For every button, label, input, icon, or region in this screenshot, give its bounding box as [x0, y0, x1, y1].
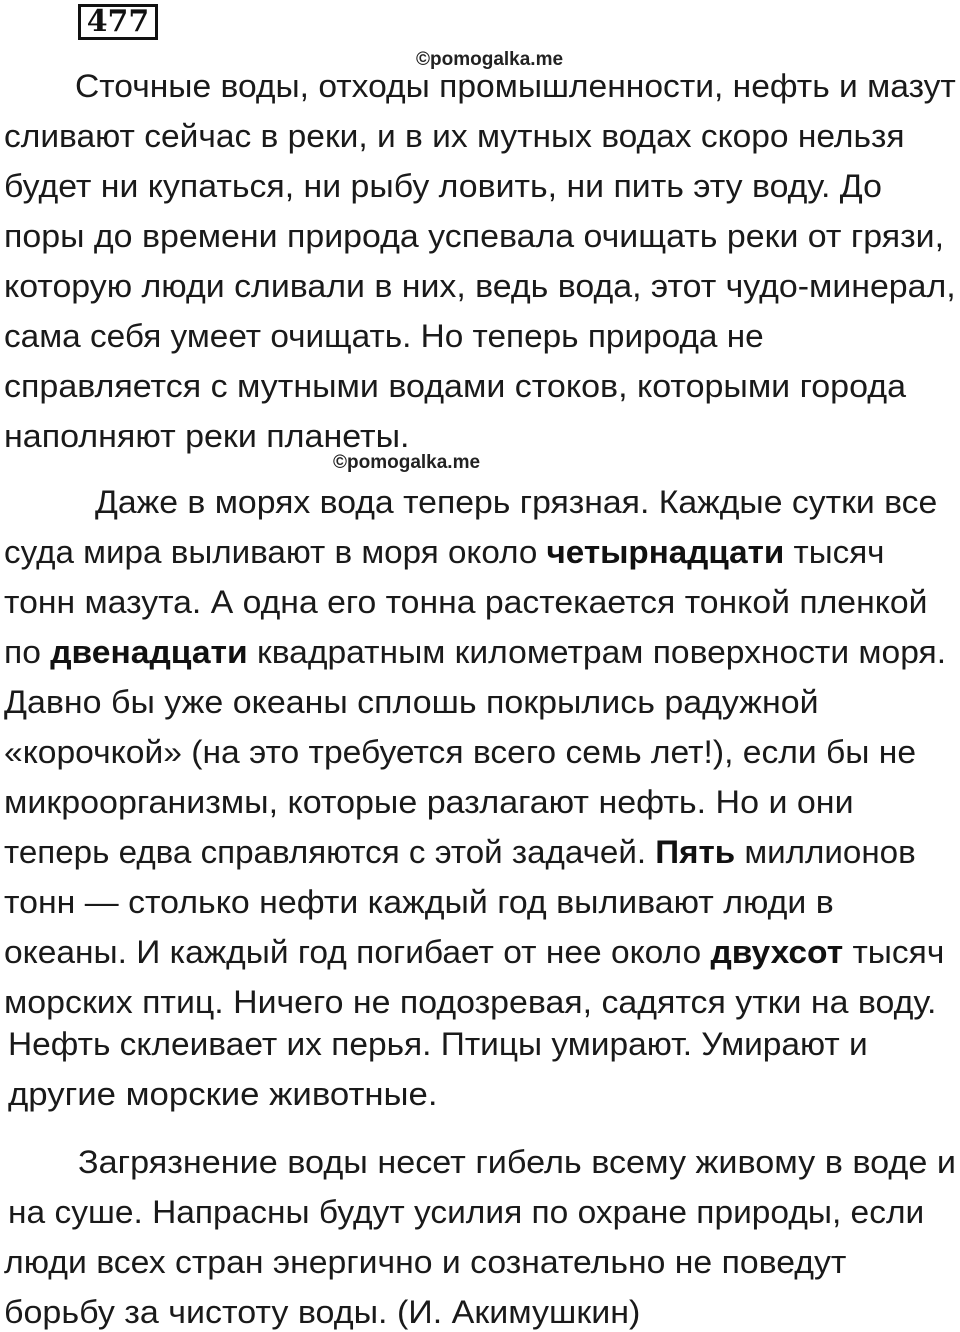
text-line: океаны. И каждый год погибает от нее около двухсот тысяч: [4, 934, 945, 970]
text-line: на суше. Напрасны будут усилия по охране природы, если: [8, 1194, 925, 1230]
text-line: Сточные воды, отходы промышленности, нефть и мазут: [75, 68, 956, 104]
text-line: сливают сейчас в реки, и в их мутных водах скоро нельзя: [4, 118, 905, 154]
text-line: сама себя умеет очищать. Но теперь природа не: [4, 318, 764, 354]
watermark: ©pomogalka.me: [416, 49, 564, 70]
bold-numeral: двухсот: [710, 934, 844, 970]
text-line: будет ни купаться, ни рыбу ловить, ни пить эту воду. До: [4, 168, 882, 204]
text-line: справляется с мутными водами стоков, которыми города: [4, 368, 906, 404]
text-line: суда мира выливают в моря около четырнадцати тысяч: [4, 534, 885, 570]
text-line: поры до времени природа успевала очищать реки от грязи,: [4, 218, 945, 254]
text-line: теперь едва справляются с этой задачей. Пять миллионов: [4, 834, 916, 870]
exercise-number-box: 477: [78, 4, 158, 40]
text-line: борьбу за чистоту воды. (И. Акимушкин): [4, 1294, 641, 1330]
text-line: наполняют реки планеты.: [4, 418, 410, 454]
text-line: тонн мазута. А одна его тонна растекается тонкой пленкой: [4, 584, 928, 620]
bold-numeral: Пять: [655, 834, 736, 870]
text-line: Загрязнение воды несет гибель всему живому в воде и: [78, 1144, 956, 1180]
text-line: микроорганизмы, которые разлагают нефть. Но и они: [4, 784, 854, 820]
text-line: морских птиц. Ничего не подозревая, садятся утки на воду.: [4, 984, 937, 1020]
bold-numeral: двенадцати: [50, 634, 248, 670]
text-line: другие морские животные.: [8, 1076, 438, 1112]
text-line: тонн — столько нефти каждый год выливают люди в: [4, 884, 834, 920]
text-line: «корочкой» (на это требуется всего семь лет!), если бы не: [4, 734, 917, 770]
text-line: которую люди сливали в них, ведь вода, этот чудо-минерал,: [4, 268, 956, 304]
text-line: Нефть склеивает их перья. Птицы умирают. Умирают и: [8, 1026, 868, 1062]
text-line: Давно бы уже океаны сплошь покрылись радужной: [4, 684, 819, 720]
text-line: по двенадцати квадратным километрам поверхности моря.: [4, 634, 947, 670]
watermark: ©pomogalka.me: [333, 452, 481, 473]
text-line: Даже в морях вода теперь грязная. Каждые сутки все: [95, 484, 938, 520]
text-line: люди всех стран энергично и сознательно не поведут: [4, 1244, 847, 1280]
bold-numeral: четырнадцати: [546, 534, 785, 570]
